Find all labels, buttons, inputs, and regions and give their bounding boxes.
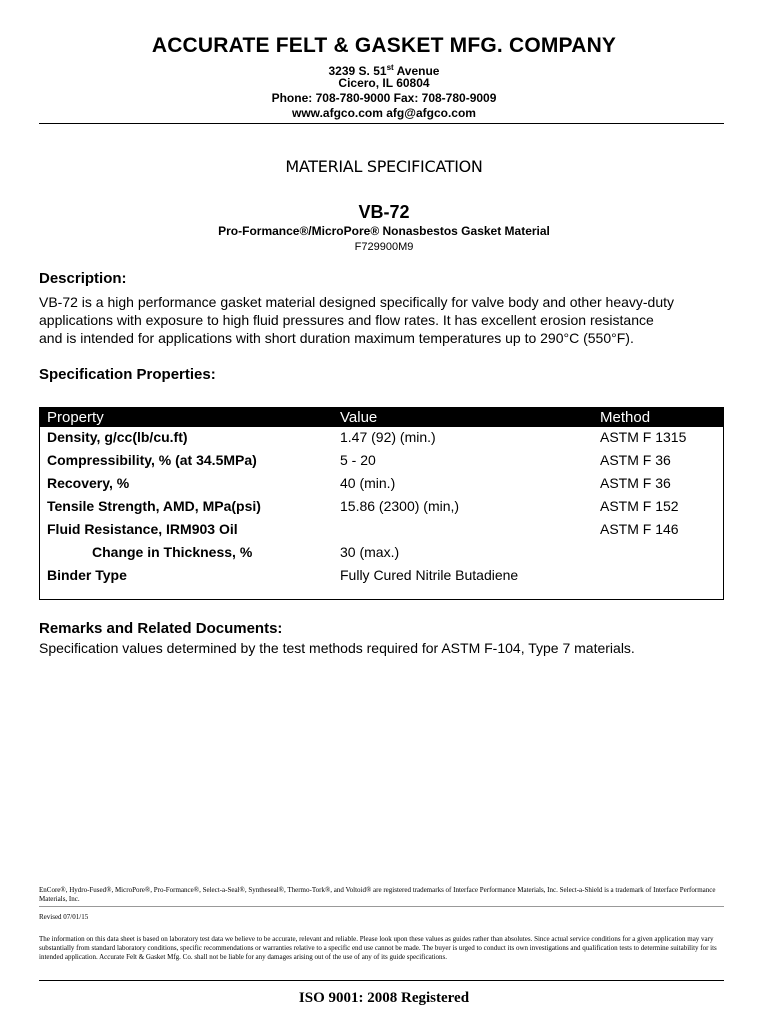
table-row (40, 521, 723, 543)
column-header-method: Method (600, 409, 651, 426)
row-value: 40 (min.) (340, 475, 396, 491)
disclaimer-text: The information on this data sheet is based on laboratory test data we believe to be accurate, relevant and reliable. Please look upon these values as guides rather than absolutes. Since actual service conditions for a given application may vary substantially from standard laboratory conditions, specific recommendations or warranties relative to a specific end use cannot be made. The buyer is urged to conduct its own investigations and qualification tests to determine suitability for its intended application. Accurate Felt & Gasket Mfg. Co. shall not be liable for any damages arising out of the use of any of its guide specifications. (39, 935, 717, 961)
row-value: 1.47 (92) (min.) (340, 429, 436, 445)
description-text (39, 293, 729, 347)
footer-rule (39, 980, 724, 981)
row-method: ASTM F 1315 (600, 429, 687, 445)
revised-date: Revised 07/01/15 (39, 913, 89, 921)
table-row (40, 429, 723, 451)
spec-table (39, 407, 724, 600)
description-heading: Description: (39, 270, 127, 287)
row-property: Fluid Resistance, IRM903 Oil (47, 521, 238, 537)
row-property: Density, g/cc(lb/cu.ft) (47, 429, 188, 445)
spec-heading: Specification Properties: (39, 366, 216, 383)
footer-divider (39, 906, 724, 907)
remarks-heading: Remarks and Related Documents: (39, 620, 283, 637)
product-code: VB-72 (358, 202, 410, 222)
description-line: VB-72 is a high performance gasket material designed specifically for valve body and other heavy-duty (39, 294, 675, 310)
table-row (40, 475, 723, 497)
remarks-text: Specification values determined by the test methods required for ASTM F-104, Type 7 materials. (39, 640, 635, 656)
web-email: www.afgco.com afg@afgco.com (292, 106, 476, 120)
description-line: applications with exposure to high fluid pressures and flow rates. It has excellent erosion resistance (39, 312, 654, 328)
row-method: ASTM F 146 (600, 521, 679, 537)
header-divider (39, 123, 724, 124)
row-value: 5 - 20 (340, 452, 376, 468)
phone-fax: Phone: 708-780-9000 Fax: 708-780-9009 (271, 91, 497, 105)
row-method: ASTM F 36 (600, 452, 671, 468)
part-number: F729900M9 (354, 241, 414, 253)
company-name: ACCURATE FELT & GASKET MFG. COMPANY (151, 34, 617, 57)
row-method: ASTM F 152 (600, 498, 679, 514)
city-address: Cicero, IL 60804 (338, 76, 430, 90)
iso-registration: ISO 9001: 2008 Registered (298, 990, 470, 1006)
description-line: and is intended for applications with short duration maximum temperatures up to 290°C (550°F). (39, 330, 634, 346)
row-property: Tensile Strength, AMD, MPa(psi) (47, 498, 261, 514)
row-value: Fully Cured Nitrile Butadiene (340, 567, 519, 583)
table-row (40, 498, 723, 520)
table-row (40, 452, 723, 474)
row-value: 30 (max.) (340, 544, 400, 560)
product-name: Pro-Formance®/MicroPore® Nonasbestos Gasket Material (218, 224, 550, 238)
row-property: Change in Thickness, % (92, 544, 253, 560)
row-property: Recovery, % (47, 475, 130, 491)
table-row (40, 567, 723, 589)
row-property: Compressibility, % (at 34.5MPa) (47, 452, 257, 468)
table-header (40, 408, 723, 427)
row-value: 15.86 (2300) (min,) (340, 498, 460, 514)
row-property: Binder Type (47, 567, 127, 583)
street-address: 3239 S. 51st Avenue (328, 63, 440, 78)
column-header-value: Value (340, 409, 378, 426)
trademark-notice: EnCore®, Hydro-Fused®, MicroPore®, Pro-Formance®, Select-a-Seal®, Syntheseal®, Thermo-Tork®, and Voltoid® are registered trademarks of Interface Performance Materials, Inc. Select-a-Shield is a trademark of Interface Performance Materials, Inc. (39, 886, 716, 903)
column-header-property: Property (47, 409, 104, 426)
row-method: ASTM F 36 (600, 475, 671, 491)
table-row (40, 544, 723, 566)
document-title: MATERIAL SPECIFICATION (285, 157, 483, 176)
